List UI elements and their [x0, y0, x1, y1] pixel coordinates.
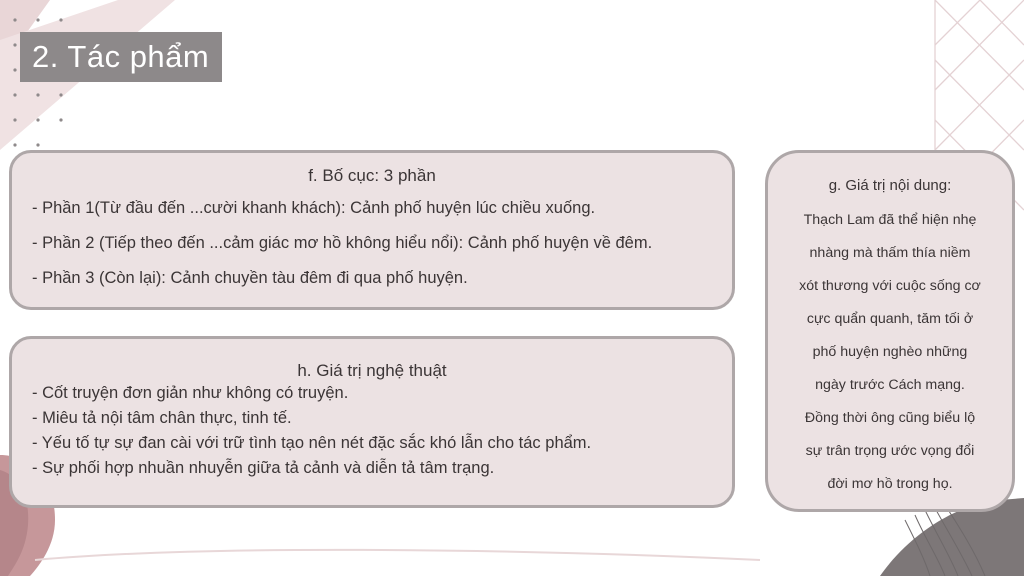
- content-value-card: [765, 150, 1015, 512]
- content-value-line: nhàng mà thấm thía niềm: [809, 245, 971, 261]
- artistic-value-line: - Miêu tả nội tâm chân thực, tinh tế.: [32, 409, 292, 427]
- structure-card: [9, 150, 735, 310]
- artistic-value-heading: h. Giá trị nghệ thuật: [297, 361, 447, 380]
- artistic-value-card: [9, 336, 735, 508]
- content-value-body: [782, 204, 998, 501]
- content-value-line: Thạch Lam đã thể hiện nhẹ: [803, 212, 977, 228]
- content-value-line: xót thương với cuộc sống cơ: [799, 278, 981, 294]
- content-value-line: cực quẩn quanh, tăm tối ở: [806, 311, 974, 327]
- slide-title: 2. Tác phẩm: [20, 32, 222, 82]
- structure-line: - Phần 1(Từ đầu đến ...cười khanh khách): Cảnh phố huyện lúc chiều xuống.: [32, 199, 596, 217]
- content-value-line: sự trân trọng ước vọng đổi: [805, 443, 975, 459]
- artistic-value-line: - Sự phối hợp nhuần nhuyễn giữa tả cảnh và diễn tả tâm trạng.: [32, 459, 495, 477]
- artistic-value-line: - Cốt truyện đơn giản như không có truyện.: [32, 384, 349, 402]
- content-value-line: phố huyện nghèo những: [812, 344, 968, 360]
- content-value-heading: g. Giá trị nội dung:: [828, 177, 952, 194]
- structure-heading: f. Bố cục: 3 phần: [308, 166, 436, 185]
- structure-line: - Phần 2 (Tiếp theo đến ...cảm giác mơ hồ không hiểu nổi): Cảnh phố huyện về đêm.: [32, 234, 653, 252]
- content-value-line: Đồng thời ông cũng biểu lộ: [804, 410, 976, 426]
- structure-line: - Phần 3 (Còn lại): Cảnh chuyền tàu đêm đi qua phố huyện.: [32, 269, 468, 287]
- content-value-line: đời mơ hồ trong họ.: [827, 476, 953, 492]
- content-value-line: ngày trước Cách mạng.: [815, 377, 965, 393]
- artistic-value-line: - Yếu tố tự sự đan cài với trữ tình tạo nên nét đặc sắc khó lẫn cho tác phẩm.: [32, 434, 592, 452]
